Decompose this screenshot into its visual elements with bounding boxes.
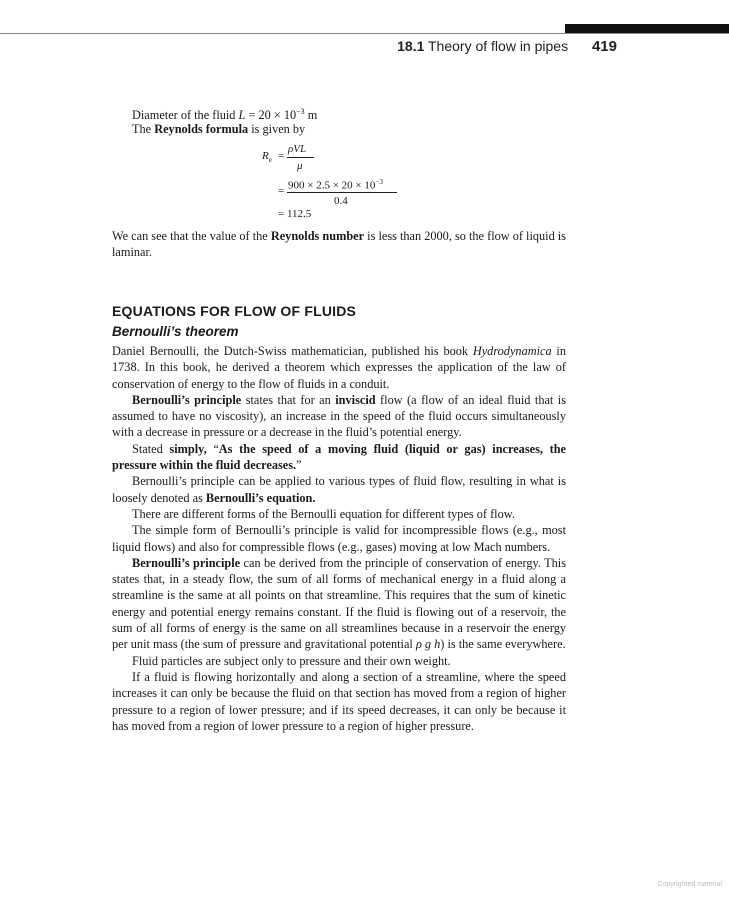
p7-text-a: can be derived from the principle of conservation of energy. This states that, in a steady flow, the sum of all forms of mechanical energy in a fluid along a streamline is the same at all points on that streamline. This requires that the sum of kinetic energy and potential energy remains constant. If the fluid is flowing out of a reservoir, the sum of all forms of energy is the same on all streamlines because in a reservoir the energy per unit mass (the sum of pressure and gravitational potential <box>112 555 566 652</box>
paragraph-4 <box>112 473 566 506</box>
p7-bold: Bernoulli’s principle <box>132 555 241 570</box>
conclusion-suffix: is less than 2000, so the flow of liquid is laminar. <box>112 229 567 260</box>
p2-text-a: states that for an <box>241 392 336 407</box>
p3-text-a: Stated <box>132 441 170 456</box>
fraction2-numerator <box>288 176 383 193</box>
copyright-notice: Copyrighted material <box>657 881 722 888</box>
fraction1-numerator: ρVL <box>288 143 307 155</box>
re-subscript: e <box>268 156 272 165</box>
equals-2: = <box>278 185 285 197</box>
fraction1-line <box>287 157 314 158</box>
paragraph-6: The simple form of Bernoulli’s principle is valid for incompressible flows (e.g., most liquid flows) and also for compressible flows (e.g., gases) moving at low Mach numbers. <box>112 523 566 554</box>
re-lhs <box>262 150 272 167</box>
p7-italic: ρ g h <box>415 637 441 652</box>
p4-text: Bernoulli’s principle can be applied to various types of fluid flow, resulting in what is loosely denoted as <box>112 474 566 505</box>
p1-text-b: in 1738. In this book, he derived a theorem which expresses the application of the law of conservation of energy to the flow of fluids in a conduit. <box>112 344 566 391</box>
fraction2-numerator-text: 900 × 2.5 × 20 × 10 <box>288 179 376 192</box>
diameter-var: L <box>238 108 246 123</box>
conclusion-prefix: We can see that the value of the <box>112 229 271 243</box>
page-number: 419 <box>591 38 617 55</box>
diameter-exponent: −3 <box>296 107 305 116</box>
section-number: 18.1 <box>397 38 425 54</box>
fraction2-exponent: −3 <box>375 178 383 186</box>
conclusion-bold: Reynolds number <box>270 229 365 243</box>
fraction2-denominator: 0.4 <box>334 195 348 207</box>
p1-text-a: Daniel Bernoulli, the Dutch-Swiss mathematician, published his book <box>112 344 473 358</box>
equals-1: = <box>278 150 285 162</box>
p1-book-title: Hydrodynamica <box>472 344 552 358</box>
p3-bold: simply, <box>169 441 207 456</box>
p3-bold-2: As the speed of a moving fluid (liquid or gas) increases, the pressure within the fluid decreases. <box>112 441 566 473</box>
paragraph-1 <box>112 343 566 392</box>
reynolds-intro <box>112 121 566 137</box>
diameter-value: = 20 × 10 <box>245 108 297 123</box>
paragraph-5: There are different forms of the Bernoulli equation for different types of flow. <box>132 506 515 521</box>
conclusion-paragraph <box>112 228 566 261</box>
paragraph-3 <box>112 441 566 474</box>
p4-bold: Bernoulli’s equation. <box>205 490 316 505</box>
p3-text-c: ” <box>296 458 302 473</box>
subsection-heading: Bernoulli’s theorem <box>112 324 239 339</box>
paragraph-8: Fluid particles are subject only to pressure and their own weight. <box>132 653 451 668</box>
fraction2-line <box>287 192 397 193</box>
fraction1-denominator: μ <box>297 160 303 172</box>
p2-bold: Bernoulli’s principle <box>132 392 242 407</box>
re-symbol: R <box>262 150 269 162</box>
header-rule <box>0 33 729 34</box>
diameter-prefix: Diameter of the fluid <box>132 108 239 123</box>
section-title: Theory of flow in pipes <box>428 38 569 54</box>
body-text <box>112 343 566 734</box>
running-head <box>0 38 617 55</box>
reynolds-bold: Reynolds formula <box>154 122 249 136</box>
paragraph-2 <box>112 392 566 441</box>
reynolds-suffix: is given by <box>248 122 306 136</box>
p3-text-b: “ <box>206 441 219 456</box>
paragraph-7 <box>112 555 566 653</box>
p2-bold-2: inviscid <box>335 392 376 407</box>
p2-text-b: flow (a flow of an ideal fluid that is assumed to have no viscosity), an increase in the speed of the fluid occurs simultaneously with a decrease in pressure or a decrease in the fluid’s potential energy. <box>112 392 567 440</box>
reynolds-prefix: The <box>132 122 155 136</box>
paragraph-9: If a fluid is flowing horizontally and along a section of a streamline, where the speed increases it can only be because the fluid on that section has moved from a region of higher pressure to a region of lower pressure; and if its speed decreases, it can only be because it has moved from a region of lower pressure to a region of higher pressure. <box>112 669 566 733</box>
p7-text-b: ) is the same everywhere. <box>440 637 566 652</box>
diameter-unit: m <box>304 108 318 123</box>
result: = 112.5 <box>278 208 312 220</box>
section-heading: EQUATIONS FOR FLOW OF FLUIDS <box>112 303 357 319</box>
